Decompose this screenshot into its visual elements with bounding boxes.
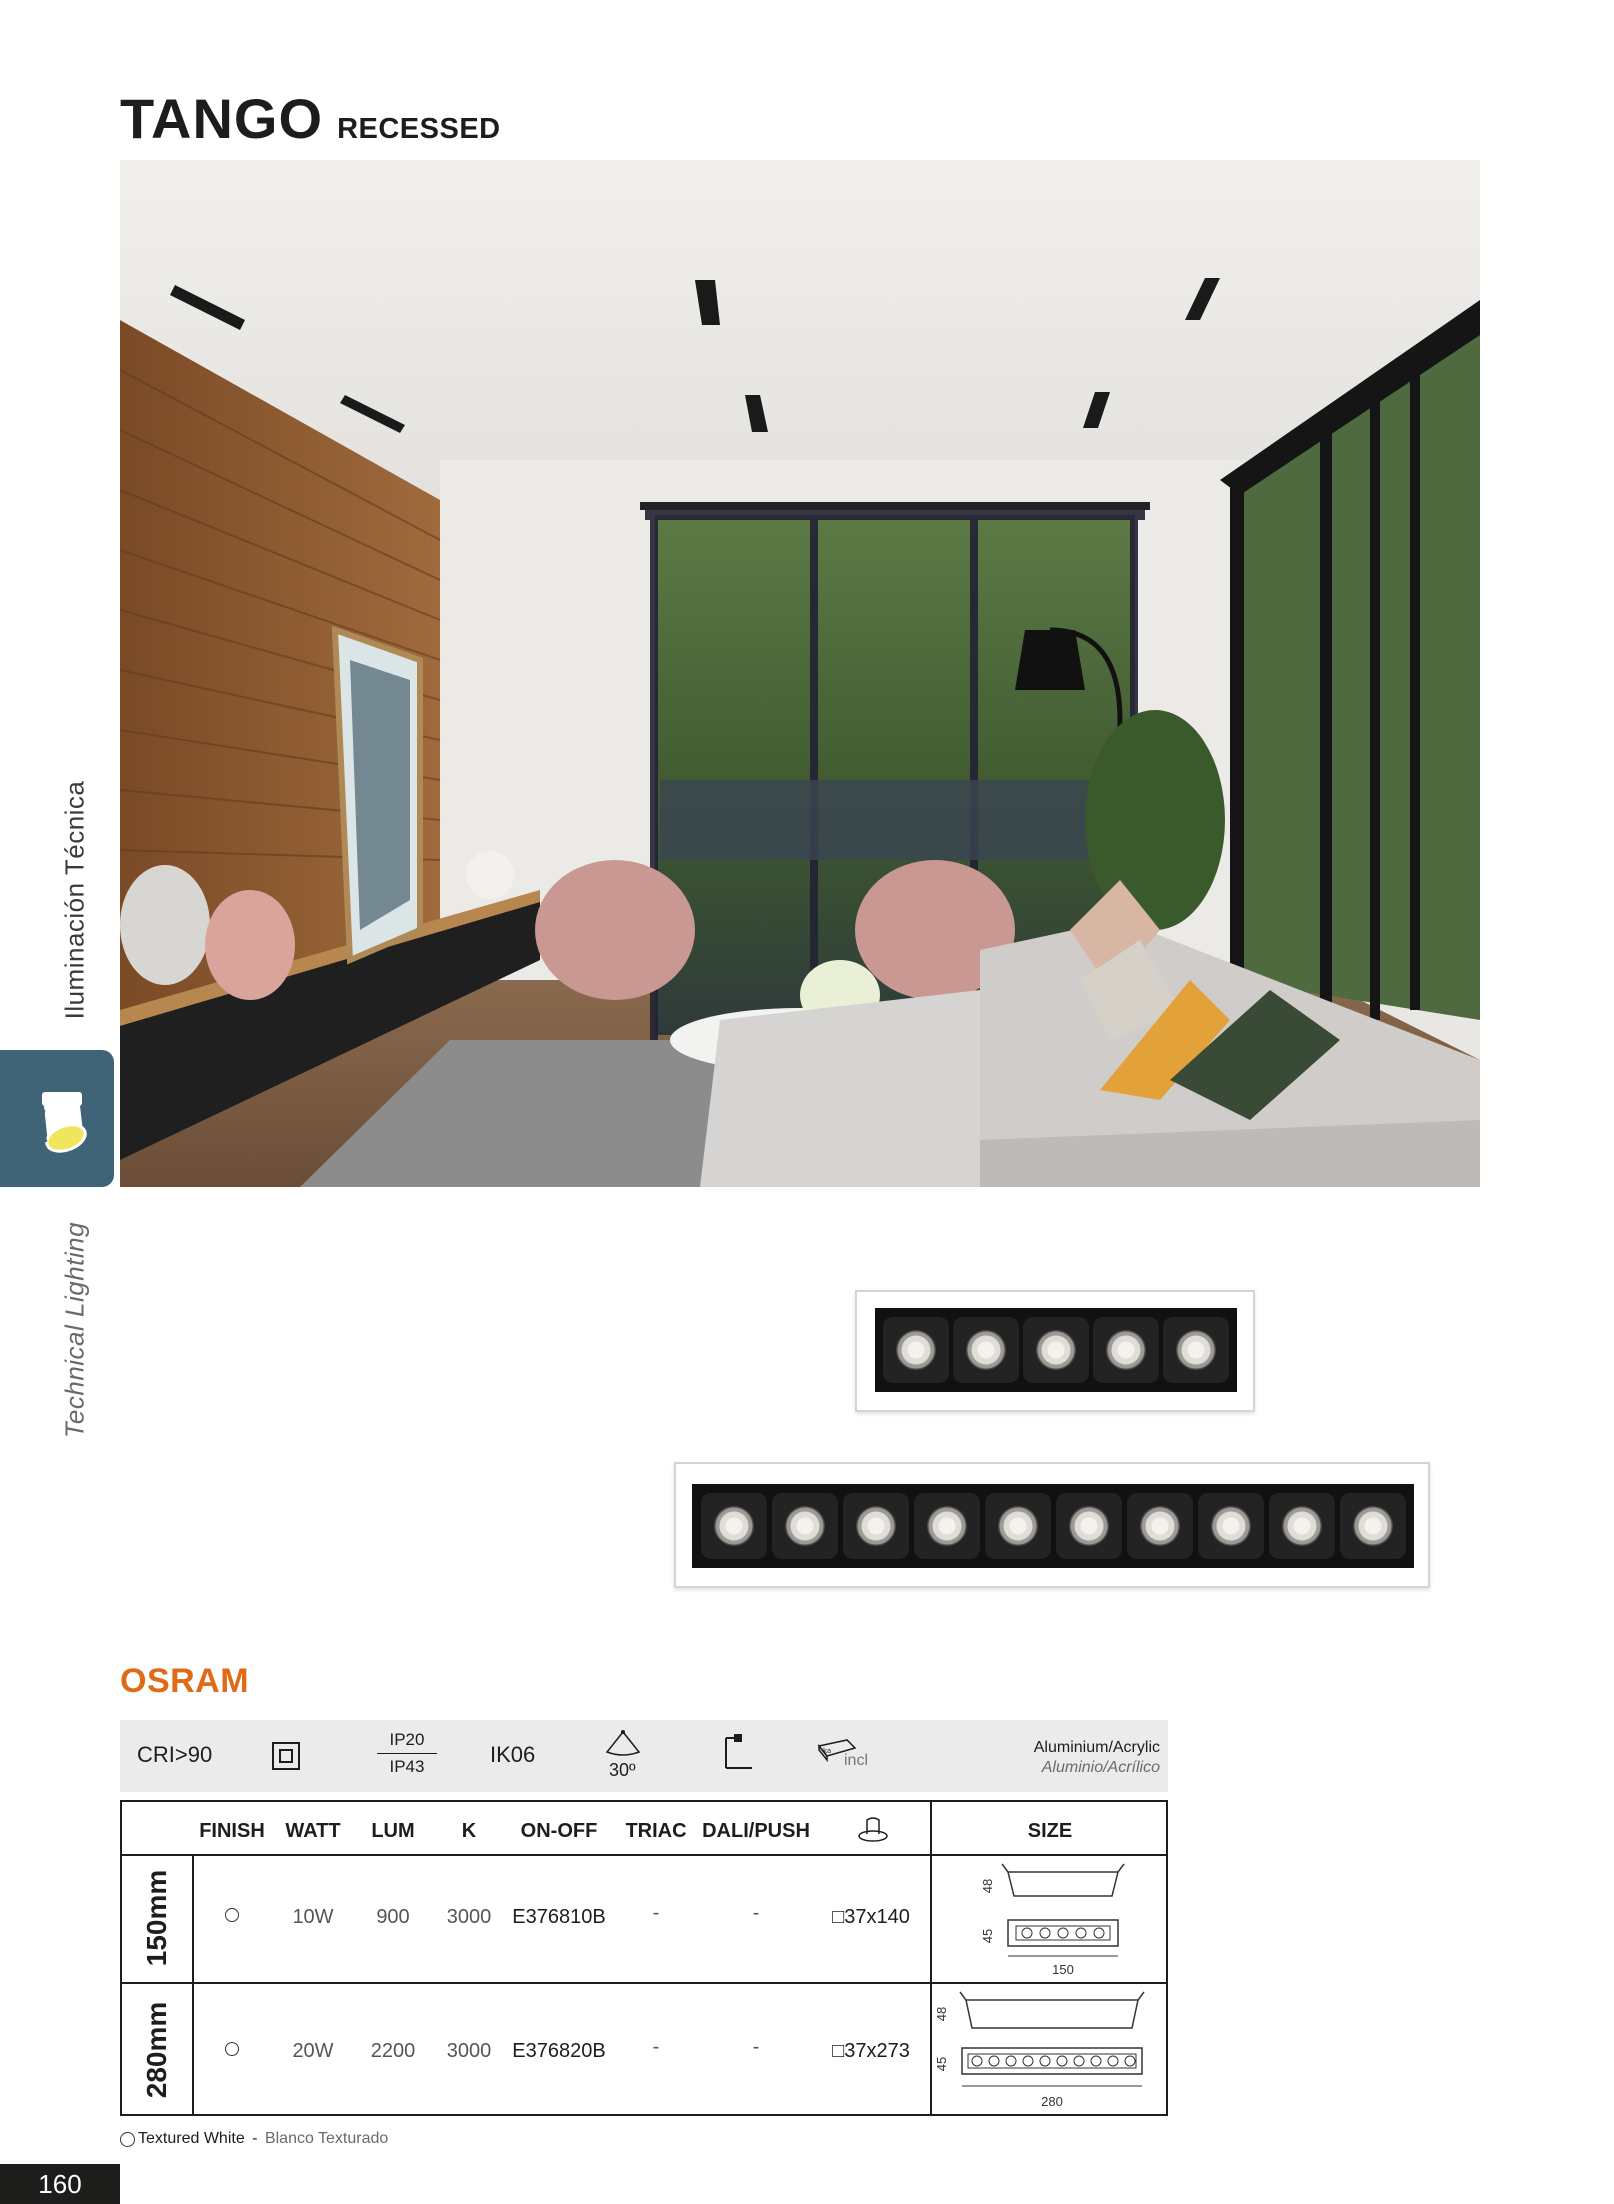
- spotlight-icon: [0, 1050, 114, 1187]
- row-label-280: 280mm: [141, 2001, 172, 2099]
- col-dali-push: DALI/PUSH: [702, 1820, 810, 1842]
- led-module: [1340, 1493, 1406, 1559]
- finish-white-circle: [225, 1908, 239, 1922]
- watt-value: 20W: [292, 2040, 334, 2062]
- material-spanish: Aluminio/Acrílico: [1041, 1759, 1160, 1776]
- col-triac: TRIAC: [625, 1820, 687, 1842]
- beam-angle: 30º: [609, 1760, 636, 1780]
- led-strip-150: [875, 1308, 1237, 1392]
- svg-text:48: 48: [980, 1878, 995, 1894]
- svg-text:150: 150: [1052, 1962, 1074, 1977]
- lum-value: 900: [376, 1906, 410, 1928]
- row-label-150: 150mm: [141, 1869, 172, 1967]
- cutout-icon: [855, 1816, 891, 1844]
- led-module: [953, 1317, 1019, 1383]
- dimension-drawing-150: [932, 1856, 1168, 1982]
- led-module: [843, 1493, 909, 1559]
- page-number: 160: [0, 2164, 120, 2204]
- finish-english: Textured White: [138, 2130, 245, 2147]
- finish-separator: -: [247, 2130, 262, 2147]
- watt-value: 10W: [292, 1906, 334, 1928]
- ip-front: IP20: [389, 1730, 425, 1749]
- led-module: [701, 1493, 767, 1559]
- svg-text:45: 45: [934, 2056, 949, 2072]
- side-label-english: Technical Lighting: [59, 1221, 90, 1439]
- lum-value: 2200: [370, 2040, 416, 2062]
- col-finish: FINISH: [199, 1820, 265, 1842]
- led-module: [1023, 1317, 1089, 1383]
- page-title: [120, 86, 501, 151]
- triac-value: -: [652, 1902, 660, 1924]
- cri-value: CRI>90: [137, 1742, 213, 1767]
- col-watt: WATT: [285, 1820, 341, 1842]
- osram-logo: OSRAM: [120, 1662, 250, 1700]
- ceiling-mount-icon: [720, 1732, 754, 1770]
- k-value: 3000: [446, 1906, 492, 1928]
- ik-rating: IK06: [490, 1742, 536, 1767]
- category-tab: [0, 1050, 114, 1187]
- cutout-size: □37x140: [832, 1906, 910, 1928]
- led-strip-280: [692, 1484, 1414, 1568]
- material-english: Aluminium/Acrylic: [1033, 1739, 1160, 1756]
- col-lum: LUM: [371, 1820, 415, 1842]
- led-module: [914, 1493, 980, 1559]
- ip-back: IP43: [389, 1757, 425, 1776]
- k-value: 3000: [446, 2040, 492, 2062]
- product-code: E376820B: [512, 2040, 606, 2062]
- material-info: [1034, 1738, 1160, 1778]
- driver-included: incl: [844, 1752, 869, 1769]
- led-module: [1127, 1493, 1193, 1559]
- dali-value: -: [752, 2036, 760, 2058]
- finish-white-circle: [120, 2132, 135, 2147]
- class-ii-icon: [272, 1742, 300, 1770]
- product-table: [120, 1800, 1168, 2116]
- led-module: [1093, 1317, 1159, 1383]
- led-module: [985, 1493, 1051, 1559]
- led-module: [1163, 1317, 1229, 1383]
- finish-white-circle: [225, 2042, 239, 2056]
- svg-text:280: 280: [1041, 2094, 1063, 2109]
- beam-angle-icon: [603, 1728, 643, 1758]
- triac-value: -: [652, 2036, 660, 2058]
- svg-text:48: 48: [934, 2006, 949, 2022]
- col-k: K: [461, 1820, 477, 1842]
- dali-value: -: [752, 1902, 760, 1924]
- product-image-150: [855, 1290, 1255, 1412]
- led-module: [1198, 1493, 1264, 1559]
- product-name: TANGO: [120, 87, 324, 150]
- side-label-spanish: Iluminación Técnica: [59, 780, 90, 1020]
- dimension-drawing-280: [932, 1984, 1168, 2116]
- specs-bar: [120, 1720, 1168, 1792]
- product-type: RECESSED: [337, 113, 501, 145]
- led-module: [1056, 1493, 1122, 1559]
- product-code: E376810B: [512, 1906, 606, 1928]
- cutout-size: □37x273: [832, 2040, 910, 2062]
- led-module: [772, 1493, 838, 1559]
- svg-text:45: 45: [980, 1928, 995, 1944]
- finish-legend: [120, 2130, 388, 2148]
- ip-rating: [377, 1728, 437, 1779]
- hero-room-photo: [120, 160, 1480, 1187]
- led-module: [883, 1317, 949, 1383]
- product-image-280: [674, 1462, 1430, 1588]
- room-illustration: [120, 160, 1480, 1187]
- col-size: SIZE: [1027, 1820, 1073, 1842]
- col-on-off: ON-OFF: [520, 1820, 598, 1842]
- svg-text:ka: ka: [823, 1747, 832, 1755]
- finish-spanish: Blanco Texturado: [264, 2130, 389, 2147]
- led-module: [1269, 1493, 1335, 1559]
